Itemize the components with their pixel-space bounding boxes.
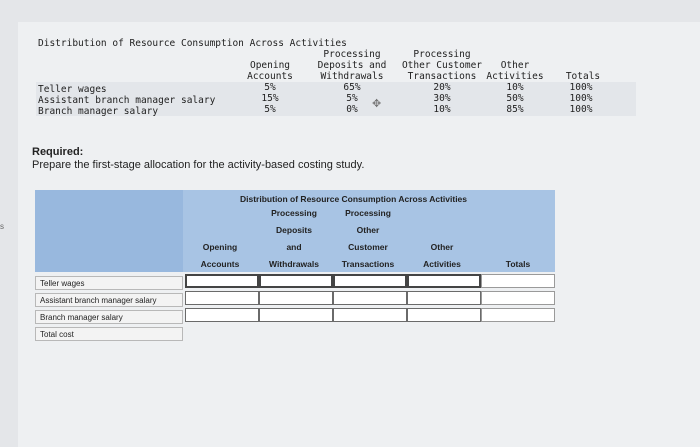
entry-header-totals: Totals (505, 259, 531, 269)
cell-r2-c3: 85% (506, 104, 524, 115)
entry-header-other-activities: Other Activities (423, 242, 461, 269)
row-label-teller-wages: Teller wages (38, 84, 107, 95)
cell-r2-c2: 10% (433, 104, 451, 115)
cell-r1-c3: 50% (506, 93, 524, 104)
cell-r2-c1: 0% (346, 104, 358, 115)
cell-r0-c2: 20% (433, 82, 451, 93)
entry-rows (35, 274, 555, 346)
row-label-branch-salary: Branch manager salary (38, 106, 159, 117)
header-other-activities: Other Activities (486, 60, 544, 82)
entry-header-processing-deposits: Processing Deposits and Withdrawals (269, 208, 319, 269)
entry-row-label-branch-salary: Branch manager salary (35, 310, 183, 324)
required-heading: Required: (32, 146, 84, 158)
input-teller-other-customer[interactable] (333, 274, 407, 288)
input-teller-other-activities[interactable] (407, 274, 481, 288)
cell-r0-c1: 65% (343, 82, 361, 93)
header-processing-deposits: Processing Deposits and Withdrawals (317, 49, 387, 82)
cell-r0-c3: 10% (506, 82, 524, 93)
entry-row-label-assistant-salary: Assistant branch manager salary (35, 293, 183, 307)
required-text: Prepare the first-stage allocation for the activity-based costing study. (32, 159, 365, 171)
cell-r0-c4: 100% (569, 82, 593, 93)
header-totals: Totals (565, 71, 601, 82)
input-assistant-deposits[interactable] (259, 291, 333, 305)
cell-r1-c0: 15% (261, 93, 279, 104)
cell-r1-c1: 5% (346, 93, 358, 104)
entry-row-label-total-cost: Total cost (35, 327, 183, 341)
required-section (32, 146, 364, 171)
input-branch-opening[interactable] (185, 308, 259, 322)
input-teller-opening[interactable] (185, 274, 259, 288)
row-label-assistant-salary: Assistant branch manager salary (38, 95, 216, 106)
input-assistant-other-customer[interactable] (333, 291, 407, 305)
cell-r0-c0: 5% (264, 82, 276, 93)
resource-table-title: Distribution of Resource Consumption Across Activities (38, 38, 347, 49)
cell-r1-c2: 30% (433, 93, 451, 104)
input-teller-total[interactable] (481, 274, 555, 288)
entry-header-processing-other: Processing Other Customer Transactions (341, 208, 395, 269)
move-cursor-icon: ✥ (372, 98, 382, 110)
input-assistant-opening[interactable] (185, 291, 259, 305)
cell-r2-c4: 100% (569, 104, 593, 115)
entry-row-label-teller-wages: Teller wages (35, 276, 183, 290)
side-letter: s (0, 222, 4, 231)
header-opening-accounts: Opening Accounts (247, 60, 293, 82)
resource-table (36, 38, 636, 118)
input-branch-deposits[interactable] (259, 308, 333, 322)
entry-header-opening: Opening Accounts (200, 242, 240, 269)
input-assistant-total[interactable] (481, 291, 555, 305)
input-teller-deposits[interactable] (259, 274, 333, 288)
entry-table-title: Distribution of Resource Consumption Across Activities (240, 194, 468, 204)
input-branch-total[interactable] (481, 308, 555, 322)
input-branch-other-activities[interactable] (407, 308, 481, 322)
input-branch-other-customer[interactable] (333, 308, 407, 322)
header-band-left (35, 190, 183, 272)
cell-r1-c4: 100% (569, 93, 593, 104)
allocation-entry-table (35, 190, 555, 346)
input-assistant-other-activities[interactable] (407, 291, 481, 305)
cell-r2-c0: 5% (264, 104, 276, 115)
header-processing-other: Processing Other Customer Transactions (401, 49, 483, 82)
